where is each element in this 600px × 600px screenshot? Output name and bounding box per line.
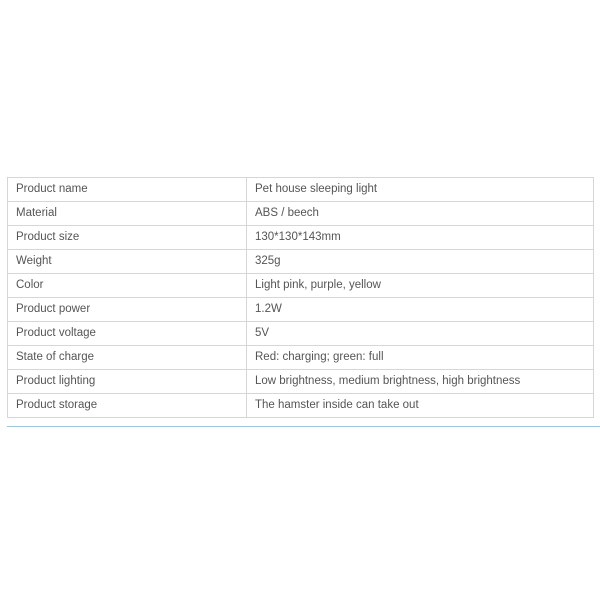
table-row bbox=[8, 298, 594, 322]
spec-value: 325g bbox=[247, 250, 594, 274]
spec-label: Weight bbox=[8, 250, 247, 274]
table-row bbox=[8, 346, 594, 370]
table-row bbox=[8, 370, 594, 394]
table-row bbox=[8, 322, 594, 346]
table-row bbox=[8, 274, 594, 298]
spec-label: Product size bbox=[8, 226, 247, 250]
spec-value: Low brightness, medium brightness, high brightness bbox=[247, 370, 594, 394]
table-row bbox=[8, 202, 594, 226]
spec-value: ABS / beech bbox=[247, 202, 594, 226]
spec-label: Product voltage bbox=[8, 322, 247, 346]
spec-value: 130*130*143mm bbox=[247, 226, 594, 250]
spec-label: Product name bbox=[8, 178, 247, 202]
spec-value: Light pink, purple, yellow bbox=[247, 274, 594, 298]
spec-label: Product storage bbox=[8, 394, 247, 418]
spec-label: State of charge bbox=[8, 346, 247, 370]
spec-label: Product power bbox=[8, 298, 247, 322]
table-row bbox=[8, 250, 594, 274]
section-divider bbox=[7, 426, 600, 427]
spec-value: Red: charging; green: full bbox=[247, 346, 594, 370]
spec-value: 1.2W bbox=[247, 298, 594, 322]
spec-label: Material bbox=[8, 202, 247, 226]
table-row bbox=[8, 394, 594, 418]
spec-value: 5V bbox=[247, 322, 594, 346]
spec-value: Pet house sleeping light bbox=[247, 178, 594, 202]
table-row bbox=[8, 178, 594, 202]
spec-value: The hamster inside can take out bbox=[247, 394, 594, 418]
spec-table bbox=[7, 177, 594, 418]
spec-label: Product lighting bbox=[8, 370, 247, 394]
table-row bbox=[8, 226, 594, 250]
spec-label: Color bbox=[8, 274, 247, 298]
